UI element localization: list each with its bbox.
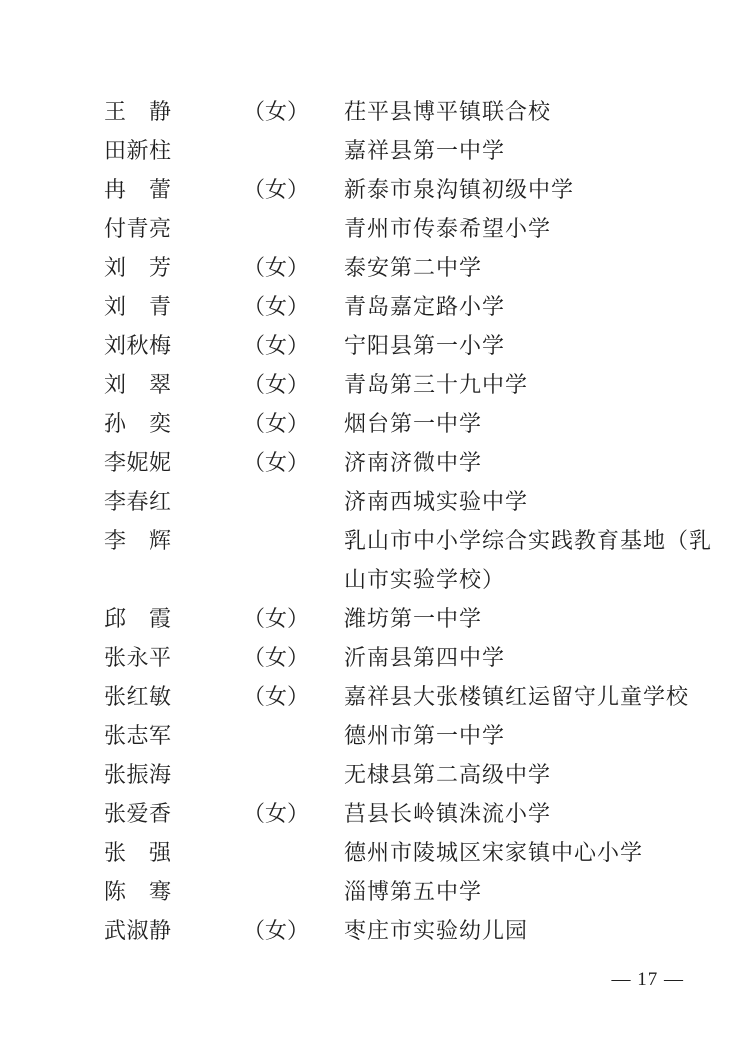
school-name: 青岛嘉定路小学 <box>344 294 506 319</box>
school-name: 济南西城实验中学 <box>344 489 529 514</box>
school-name: 沂南县第四中学 <box>344 645 506 670</box>
person-name: 田新柱 <box>104 138 172 163</box>
person-name: 张振海 <box>104 762 172 787</box>
list-item <box>104 131 718 170</box>
school-name: 泰安第二中学 <box>344 255 483 280</box>
person-name: 张志军 <box>104 723 172 748</box>
school-name: 淄博第五中学 <box>344 879 483 904</box>
person-name: 张红敏 <box>104 684 172 709</box>
list-item <box>104 170 718 209</box>
list-item <box>104 755 718 794</box>
list-item <box>104 794 718 833</box>
list-item <box>104 677 718 716</box>
person-name: 李 辉 <box>104 528 172 553</box>
person-name: 张 强 <box>104 840 172 865</box>
person-name: 刘 芳 <box>104 255 172 280</box>
gender-label: （女） <box>243 177 310 202</box>
gender-label: （女） <box>243 294 310 319</box>
list-item <box>104 404 718 443</box>
school-name: 新泰市泉沟镇初级中学 <box>344 177 575 202</box>
gender-label: （女） <box>243 99 310 124</box>
list-item <box>104 92 718 131</box>
gender-label: （女） <box>243 606 310 631</box>
gender-label: （女） <box>243 645 310 670</box>
school-name: 青州市传泰希望小学 <box>344 216 552 241</box>
person-name: 张爱香 <box>104 801 172 826</box>
gender-label: （女） <box>243 918 310 943</box>
person-name: 刘 青 <box>104 294 172 319</box>
list-item <box>104 911 718 950</box>
person-name: 付青亮 <box>104 216 172 241</box>
list-item <box>104 599 718 638</box>
list-item <box>104 365 718 404</box>
list-item <box>104 521 718 599</box>
school-name: 无棣县第二高级中学 <box>344 762 552 787</box>
list-item <box>104 482 718 521</box>
person-name: 王 静 <box>104 99 172 124</box>
person-name: 刘秋梅 <box>104 333 172 358</box>
person-name: 陈 骞 <box>104 879 172 904</box>
school-name: 莒县长岭镇洙流小学 <box>344 801 552 826</box>
person-name: 李妮妮 <box>104 450 172 475</box>
person-name: 邱 霞 <box>104 606 172 631</box>
school-name: 茌平县博平镇联合校 <box>344 99 552 124</box>
gender-label: （女） <box>243 801 310 826</box>
list-item <box>104 248 718 287</box>
recipient-list <box>104 92 718 950</box>
gender-label: （女） <box>243 411 310 436</box>
list-item <box>104 638 718 677</box>
gender-label: （女） <box>243 372 310 397</box>
list-item <box>104 716 718 755</box>
school-name: 嘉祥县第一中学 <box>344 138 506 163</box>
school-name: 嘉祥县大张楼镇红运留守儿童学校 <box>344 684 690 709</box>
school-name: 德州市陵城区宋家镇中心小学 <box>344 840 644 865</box>
school-name: 潍坊第一中学 <box>344 606 483 631</box>
school-name: 德州市第一中学 <box>344 723 506 748</box>
school-name: 青岛第三十九中学 <box>344 372 529 397</box>
gender-label: （女） <box>243 333 310 358</box>
list-item <box>104 443 718 482</box>
person-name: 张永平 <box>104 645 172 670</box>
person-name: 武淑静 <box>104 918 172 943</box>
gender-label: （女） <box>243 684 310 709</box>
school-name: 烟台第一中学 <box>344 411 483 436</box>
person-name: 刘 翠 <box>104 372 172 397</box>
school-name: 乳山市中小学综合实践教育基地（乳山市实验学校） <box>344 528 713 592</box>
gender-label: （女） <box>243 255 310 280</box>
school-name: 宁阳县第一小学 <box>344 333 506 358</box>
school-name: 济南济微中学 <box>344 450 483 475</box>
person-name: 冉 蕾 <box>104 177 172 202</box>
list-item <box>104 326 718 365</box>
person-name: 李春红 <box>104 489 172 514</box>
gender-label: （女） <box>243 450 310 475</box>
list-item <box>104 287 718 326</box>
list-item <box>104 872 718 911</box>
list-item <box>104 833 718 872</box>
school-name: 枣庄市实验幼儿园 <box>344 918 529 943</box>
person-name: 孙 奕 <box>104 411 172 436</box>
page-number: — 17 — <box>611 969 684 990</box>
list-item <box>104 209 718 248</box>
